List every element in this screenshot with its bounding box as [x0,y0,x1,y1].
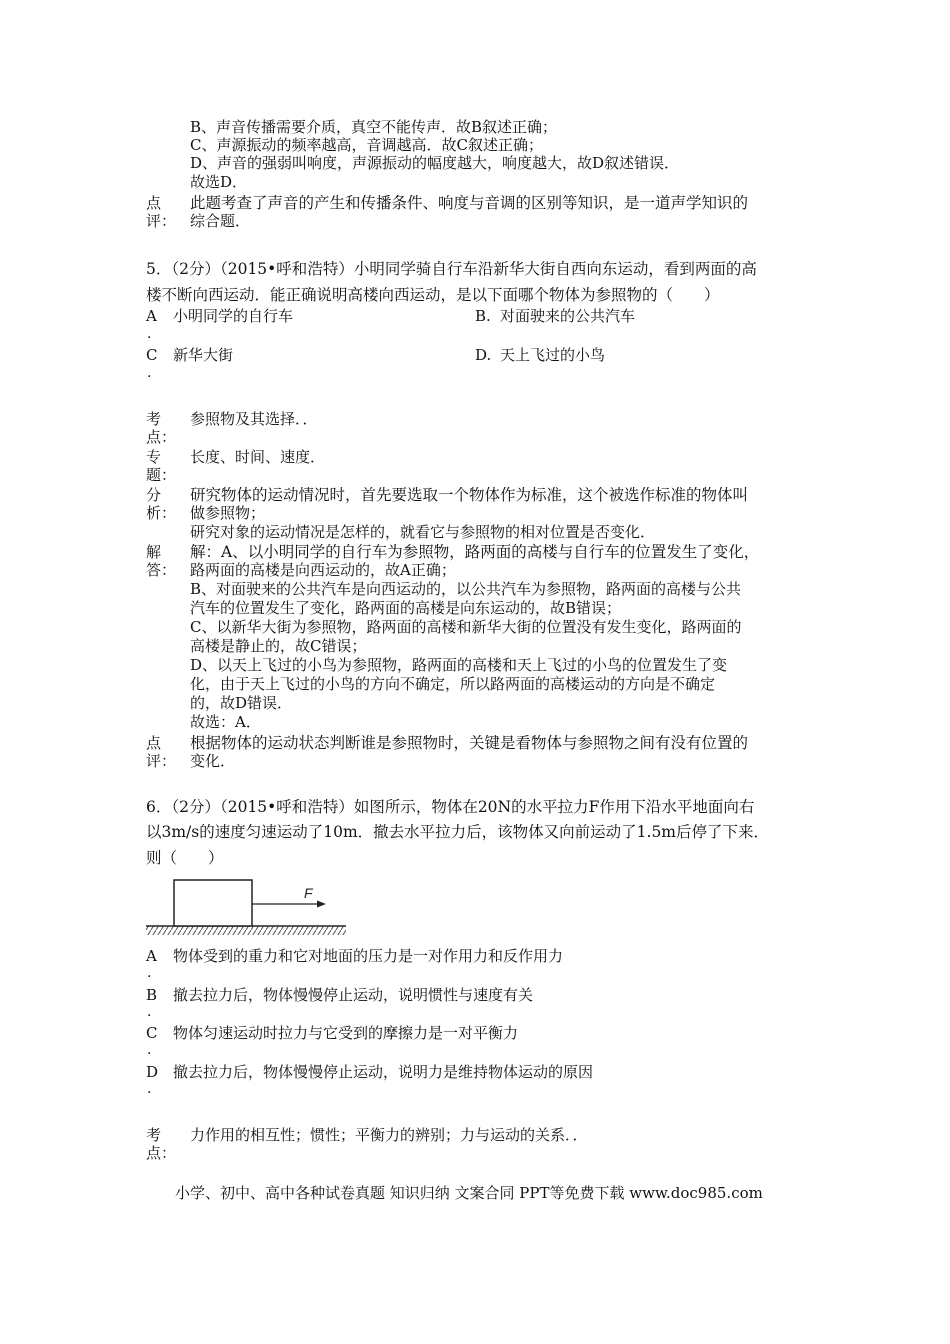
q6-stem-line-2: 以3m/s的速度匀速运动了10m．撤去水平拉力后，该物体又向前运动了1.5m后停了下来． [146,823,770,841]
q5-jieda-line-3: B、对面驶来的公共汽车是向西运动的，以公共汽车为参照物，路两面的高楼与公共 [190,580,742,598]
block [174,880,252,926]
q5-fenxi-line-3: 研究对象的运动情况是怎样的，就看它与参照物的相对位置是否变化． [190,523,656,541]
q6-option-d-dot: . [147,1081,152,1097]
q6-option-c-dot: . [147,1042,152,1058]
force-label: F [304,885,313,901]
q5-jieda-label-1: 解 [146,543,162,561]
q6-option-a-dot: . [147,965,152,981]
q5-zhuanti-text: 长度、时间、速度． [190,448,326,466]
q4-comment-label-1: 点 [146,194,162,212]
q5-jieda-line-5: C、以新华大街为参照物，路两面的高楼和新华大街的位置没有发生变化，路两面的 [190,618,742,636]
q5-option-b-letter: B. [475,307,491,325]
q4-answer-choice: 故选D． [190,173,248,191]
q6-kaodian-text: 力作用的相互性；惯性；平衡力的辨别；力与运动的关系．． [190,1126,588,1144]
q5-zhuanti-label-2: 题： [146,466,177,484]
q5-kaodian-label-2: 点： [146,428,177,446]
q6-option-d[interactable]: 撤去拉力后，物体慢慢停止运动，说明力是维持物体运动的原因 [173,1063,594,1081]
q4-answer-line-b: B、声音传播需要介质，真空不能传声．故B叙述正确； [190,118,558,136]
q5-option-a-letter: A [146,307,157,325]
q5-fenxi-line-1: 研究物体的运动情况时，首先要选取一个物体作为标准，这个被选作标准的物体叫 [190,486,749,504]
q5-jieda-line-9: 的，故D错误． [190,694,293,712]
q5-stem-line-1: 5．（2分）（2015•呼和浩特）小明同学骑自行车沿新华大街自西向东运动，看到两面的高 [146,260,757,278]
q5-jieda-line-8: 化，由于天上飞过的小鸟的方向不确定，所以路两面的高楼运动的方向是不确定 [190,675,716,693]
q5-option-a[interactable]: 小明同学的自行车 [173,307,294,325]
q5-dianping-line-1: 根据物体的运动状态判断谁是参照物时，关键是看物体与参照物之间有没有位置的 [190,734,749,752]
q5-dianping-line-2: 变化． [190,752,236,770]
q5-option-d-letter: D. [475,346,492,364]
q6-option-d-letter: D [146,1063,159,1081]
page-footer: 小学、初中、高中各种试卷真题 知识归纳 文案合同 PPT等免费下载 www.doc985.com [175,1184,763,1202]
force-arrow-head [317,901,326,908]
q5-fenxi-line-2: 做参照物； [190,504,266,522]
q5-option-c-letter: C [146,346,158,364]
q4-comment-line-2: 综合题． [190,212,251,230]
q5-option-a-dot: . [147,326,152,342]
q6-option-b-dot: . [147,1004,152,1020]
q5-fenxi-label-2: 析： [146,504,177,522]
q5-jieda-label-2: 答： [146,561,177,579]
q6-option-b-letter: B [146,986,158,1004]
q6-stem-line-1: 6．（2分）（2015•呼和浩特）如图所示，物体在20N的水平拉力F作用下沿水平地面向右 [146,798,755,816]
q5-jieda-line-1: 解：A、以小明同学的自行车为参照物，路两面的高楼与自行车的位置发生了变化， [190,543,760,561]
q6-force-figure [146,874,346,936]
q6-option-c[interactable]: 物体匀速运动时拉力与它受到的摩擦力是一对平衡力 [173,1024,519,1042]
q5-jieda-line-6: 高楼是静止的，故C错误； [190,637,367,655]
q6-option-a-letter: A [146,947,157,965]
q5-jieda-line-10: 故选：A． [190,713,261,731]
q5-jieda-line-4: 汽车的位置发生了变化，路两面的高楼是向东运动的，故B错误； [190,599,622,617]
q5-option-d[interactable]: 天上飞过的小鸟 [500,346,606,364]
q4-comment-line-1: 此题考查了声音的产生和传播条件、响度与音调的区别等知识，是一道声学知识的 [190,194,749,212]
q6-option-c-letter: C [146,1024,158,1042]
q6-option-b[interactable]: 撤去拉力后，物体慢慢停止运动，说明惯性与速度有关 [173,986,534,1004]
q5-fenxi-label-1: 分 [146,486,162,504]
q5-option-c-dot: . [147,365,152,381]
q5-option-c[interactable]: 新华大街 [173,346,234,364]
q5-kaodian-label-1: 考 [146,410,162,428]
q4-answer-line-c: C、声源振动的频率越高，音调越高．故C叙述正确； [190,136,543,154]
q5-dianping-label-2: 评： [146,752,177,770]
q6-kaodian-label-2: 点： [146,1144,177,1162]
q4-comment-label-2: 评： [146,212,177,230]
q5-kaodian-text: 参照物及其选择．． [190,410,318,428]
q6-stem-line-3: 则（ ） [146,849,224,867]
q5-jieda-line-7: D、以天上飞过的小鸟为参照物，路两面的高楼和天上飞过的小鸟的位置发生了变 [190,656,728,674]
q5-dianping-label-1: 点 [146,734,162,752]
q5-jieda-line-2: 路两面的高楼是向西运动的，故A正确； [190,561,456,579]
q6-kaodian-label-1: 考 [146,1126,162,1144]
ground-hatching [146,926,346,935]
q4-answer-line-d: D、声音的强弱叫响度，声源振动的幅度越大，响度越大，故D叙述错误． [190,154,680,172]
q5-stem-line-2: 楼不断向西运动．能正确说明高楼向西运动，是以下面哪个物体为参照物的（ ） [146,286,720,304]
q5-option-b[interactable]: 对面驶来的公共汽车 [500,307,636,325]
q5-zhuanti-label-1: 专 [146,448,162,466]
q6-option-a[interactable]: 物体受到的重力和它对地面的压力是一对作用力和反作用力 [173,947,564,965]
